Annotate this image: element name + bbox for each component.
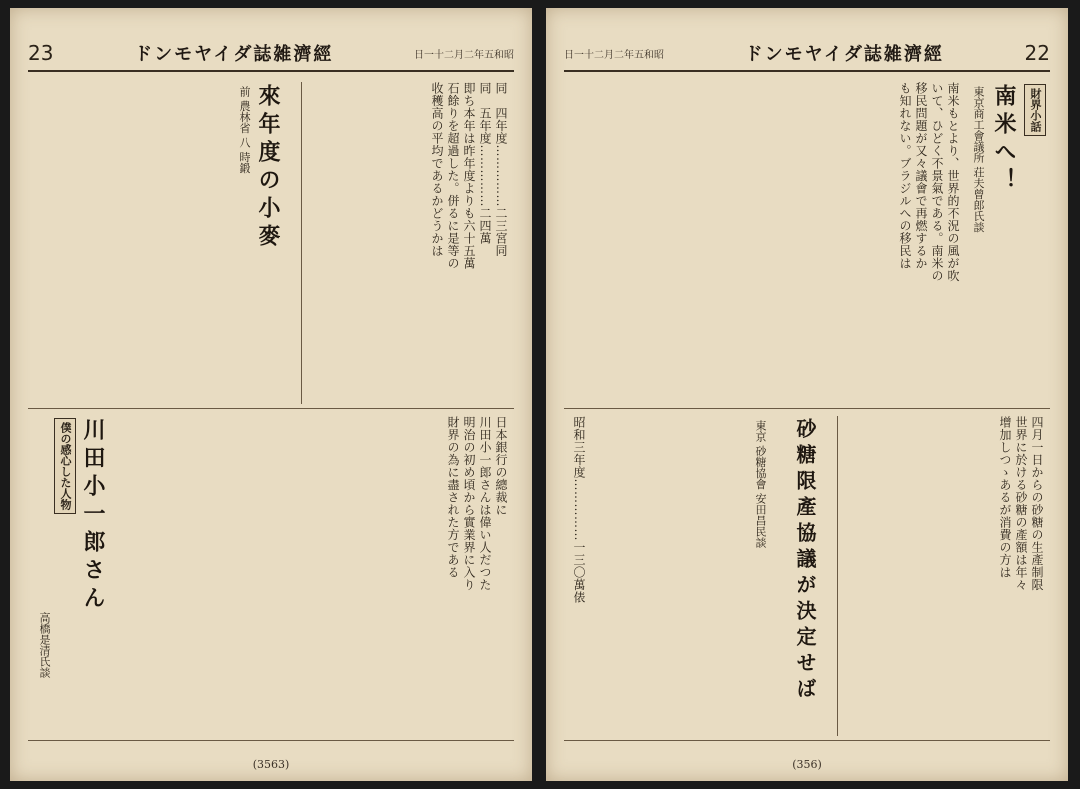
- left-top-line: 收穫高の平均であるかどうかは: [430, 82, 444, 257]
- left-bottom-line: 川田小一郎さんは偉い人だつた: [478, 416, 492, 591]
- left-bottom-author: 高橋是清氏談: [38, 612, 51, 678]
- left-bottom-line: 日本銀行の總裁に: [494, 416, 508, 516]
- left-bottom-line: 明治の初め頃から實業界に入り: [462, 416, 476, 591]
- left-bottom-tier: [28, 412, 514, 741]
- right-top-line: 移民問題が又々議會で再燃するか: [914, 82, 928, 270]
- left-top-title: 來年度の小麥: [255, 84, 281, 252]
- left-page-header: [28, 36, 514, 72]
- left-top-author: 前 農林省 八 時鍛: [238, 86, 251, 174]
- left-header-date: 日一十二月二年五和昭: [413, 49, 514, 61]
- left-bottom-person: 川田小一郎さん: [80, 418, 106, 614]
- left-top-line: 同 五年度……………二四萬: [478, 82, 492, 245]
- left-page-number: 23: [28, 41, 54, 65]
- right-top-title: 南米へ！: [991, 84, 1017, 196]
- left-top-line: 即ち本年は昨年度よりも六十五萬: [462, 82, 476, 270]
- right-bottom-author: 東京 砂糖協會 安田昌民談: [754, 420, 767, 548]
- left-top-line: 同 四年度……………二三宮同: [494, 82, 508, 257]
- left-page: [10, 8, 532, 781]
- right-top-tier: [564, 78, 1050, 409]
- right-top-line: も知れない。ブラジルへの移民は: [898, 82, 912, 270]
- left-masthead: ドンモヤイダ誌雑濟經: [134, 44, 334, 65]
- right-bottom-line: 增加しつゝあるが消費の方は: [998, 416, 1012, 579]
- column-divider: [837, 416, 838, 736]
- right-top-line: 南米もとより、世界的不況の風が吹: [946, 82, 960, 282]
- left-folio: (3563): [252, 758, 290, 771]
- left-body: [28, 78, 514, 741]
- right-top-line: いて、ひどく不景氣である。南米の: [930, 82, 944, 282]
- left-top-tier: [28, 78, 514, 409]
- right-bottom-title: 砂糖限產協議が決定せば: [793, 418, 817, 704]
- right-top-author: 東京商工會議所 荘夫曾郎氏談: [972, 86, 985, 233]
- right-header-date: 日一十二月二年五和昭: [564, 49, 664, 61]
- right-masthead: ドンモヤイダ誌雑濟經: [744, 44, 944, 65]
- right-box-label: 財界小話: [1024, 84, 1046, 136]
- left-bottom-line: 財界の為に盡された方である: [446, 416, 460, 579]
- column-divider: [301, 82, 302, 404]
- left-top-line: 石餘りを超過した。併るに是等の: [446, 82, 460, 270]
- left-box-label: 僕の感心した人物: [54, 418, 76, 514]
- right-folio: (356): [792, 758, 822, 771]
- right-page: [546, 8, 1068, 781]
- right-page-number: 22: [1024, 41, 1050, 65]
- right-page-header: [564, 36, 1050, 72]
- right-bottom-line: 世界に於ける砂糖の產額は年々: [1014, 416, 1028, 591]
- right-body: [564, 78, 1050, 741]
- right-bottom-line: 昭和三年度……………一三〇萬俵: [572, 416, 586, 604]
- right-bottom-tier: [564, 412, 1050, 741]
- right-bottom-line: 四月一日からの砂糖の生產制限: [1030, 416, 1044, 591]
